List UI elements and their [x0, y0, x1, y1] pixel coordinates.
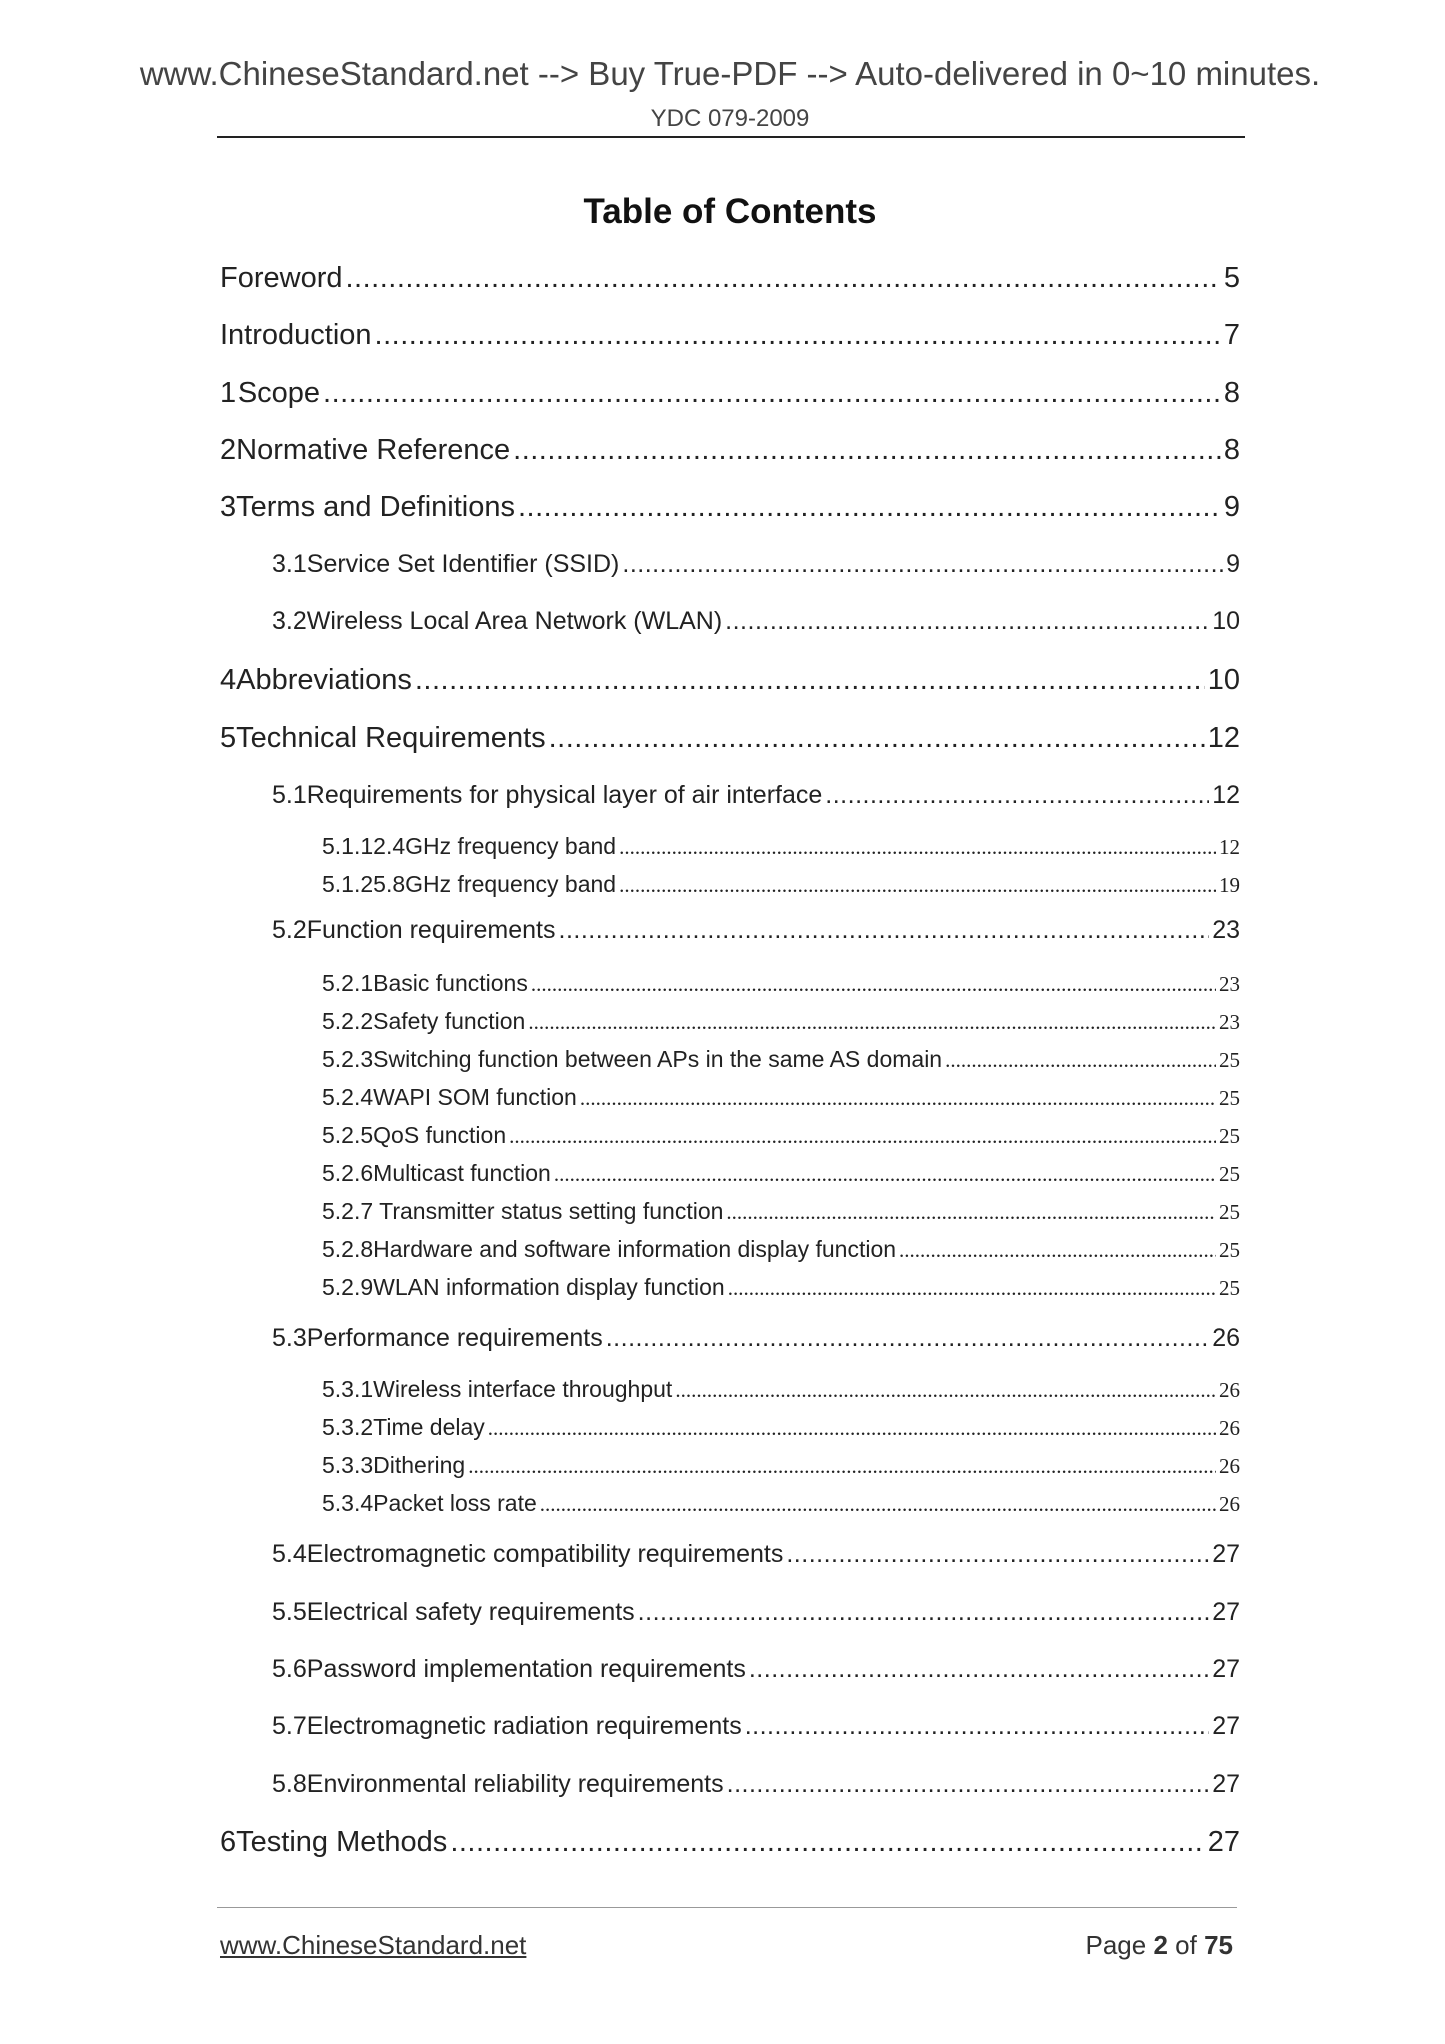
- toc-dot-leader: [749, 1655, 1209, 1684]
- toc-entry-title: WLAN information display function: [373, 1274, 725, 1300]
- toc-entry-page: 12: [1212, 781, 1240, 809]
- toc-entry-title: Multicast function: [373, 1160, 551, 1186]
- page-of: of: [1175, 1930, 1197, 1960]
- toc-entry-title: Normative Reference: [236, 434, 511, 466]
- toc-entry-number: 1: [220, 377, 237, 409]
- toc-entry-number: 5.3: [272, 1324, 307, 1352]
- toc-entry-page: 8: [1223, 377, 1240, 409]
- toc-entry-number: 6: [220, 1826, 237, 1858]
- toc-entry[interactable]: [272, 607, 1240, 636]
- toc-entry[interactable]: [322, 1122, 1240, 1149]
- toc-entry[interactable]: [272, 550, 1240, 579]
- toc-dot-leader: [415, 664, 1205, 697]
- toc-entry-title: Wireless interface throughput: [373, 1376, 673, 1402]
- toc-entry[interactable]: [322, 1274, 1240, 1301]
- toc-entry-page: 23: [1219, 1010, 1240, 1034]
- toc-entry-number: 5.5: [272, 1598, 307, 1626]
- toc-dot-leader: [513, 434, 1221, 467]
- header-banner: www.ChineseStandard.net --> Buy True-PDF --> Auto-delivered in 0~10 minutes.: [139, 55, 1321, 92]
- toc-entry[interactable]: [322, 833, 1240, 860]
- toc-entry-number: 5.2.9: [322, 1274, 374, 1300]
- toc-entry[interactable]: [220, 491, 1240, 524]
- toc-entry[interactable]: [322, 1008, 1240, 1035]
- toc-entry-title: Scope: [237, 377, 321, 409]
- toc-entry[interactable]: [322, 1046, 1240, 1073]
- toc-dot-leader: [554, 1162, 1216, 1187]
- toc-dot-leader: [727, 1770, 1210, 1799]
- toc-entry-page: 26: [1219, 1454, 1240, 1478]
- toc-entry[interactable]: [322, 1376, 1240, 1403]
- toc-entry-title: Foreword: [220, 262, 343, 294]
- toc-dot-leader: [622, 550, 1223, 579]
- toc-entry-page: 25: [1219, 1238, 1240, 1262]
- toc-entry[interactable]: [322, 871, 1240, 898]
- toc-entry-title: Hardware and software information display function: [373, 1236, 897, 1262]
- toc-entry-title: Service Set Identifier (SSID): [306, 550, 620, 578]
- toc-dot-leader: [559, 916, 1210, 945]
- toc-entry-page: 5: [1223, 262, 1240, 294]
- toc-entry-page: 25: [1219, 1124, 1240, 1148]
- toc-entry-number: 5.2.3: [322, 1046, 374, 1072]
- toc-entry-number: 3.1: [272, 550, 307, 578]
- toc-entry-title: Switching function between APs in the same AS domain: [373, 1046, 943, 1072]
- toc-entry[interactable]: [322, 1414, 1240, 1441]
- toc-dot-leader: [825, 781, 1209, 810]
- toc-dot-leader: [346, 262, 1221, 295]
- toc-entry-page: 12: [1219, 835, 1240, 859]
- toc-entry-title: Introduction: [220, 319, 372, 351]
- toc-entry[interactable]: [322, 1490, 1240, 1517]
- toc-entry-title: Requirements for physical layer of air interface: [306, 781, 823, 809]
- toc-entry-page: 23: [1212, 916, 1240, 944]
- toc-dot-leader: [580, 1086, 1216, 1111]
- toc-entry-title: Dithering: [373, 1452, 466, 1478]
- toc-entry-title: QoS function: [373, 1122, 507, 1148]
- toc-entry[interactable]: [322, 970, 1240, 997]
- toc-entry-title: WAPI SOM function: [373, 1084, 577, 1110]
- toc-entry-title: Electrical safety requirements: [306, 1598, 635, 1626]
- page-prefix: Page: [1085, 1930, 1147, 1960]
- toc-entry-page: 10: [1207, 664, 1240, 696]
- footer-website-link[interactable]: www.ChineseStandard.net: [220, 1930, 527, 1960]
- toc-entry-number: 5.4: [272, 1540, 307, 1568]
- toc-entry-number: 5.1.2: [322, 871, 374, 897]
- toc-entry-title: Password implementation requirements: [306, 1655, 746, 1683]
- toc-entry-title: Safety function: [373, 1008, 526, 1034]
- toc-entry[interactable]: [272, 1598, 1240, 1627]
- toc-entry[interactable]: [220, 664, 1240, 697]
- toc-dot-leader: [619, 873, 1216, 898]
- toc-dot-leader: [786, 1540, 1209, 1569]
- header-divider: [217, 136, 1245, 138]
- toc-entry-title: Packet loss rate: [373, 1490, 537, 1516]
- toc-entry-page: 26: [1219, 1378, 1240, 1402]
- toc-dot-leader: [726, 1200, 1216, 1225]
- toc-entry[interactable]: [322, 1236, 1240, 1263]
- toc-entry-page: 27: [1212, 1598, 1240, 1626]
- toc-entry[interactable]: [220, 377, 1240, 410]
- toc-entry[interactable]: [272, 1540, 1240, 1569]
- toc-entry-title: Basic functions: [373, 970, 528, 996]
- toc-entry-number: 5: [220, 722, 237, 754]
- toc-entry[interactable]: [220, 722, 1240, 755]
- toc-entry[interactable]: [272, 1324, 1240, 1353]
- toc-entry[interactable]: [272, 1655, 1240, 1684]
- toc-dot-leader: [488, 1416, 1216, 1441]
- toc-entry-number: 5.3.4: [322, 1490, 374, 1516]
- toc-dot-leader: [518, 491, 1221, 524]
- toc-entry-number: 5.3.2: [322, 1414, 374, 1440]
- toc-entry-page: 25: [1219, 1086, 1240, 1110]
- toc-dot-leader: [375, 319, 1221, 352]
- toc-entry-title: Electromagnetic compatibility requirements: [306, 1540, 784, 1568]
- toc-entry[interactable]: [322, 1084, 1240, 1111]
- toc-entry[interactable]: [272, 916, 1240, 945]
- toc-entry[interactable]: [322, 1198, 1240, 1225]
- toc-dot-leader: [619, 835, 1216, 860]
- toc-entry-page: 26: [1219, 1492, 1240, 1516]
- toc-entry-page: 9: [1226, 550, 1240, 578]
- toc-entry-title: Wireless Local Area Network (WLAN): [306, 607, 723, 635]
- toc-entry-page: 25: [1219, 1200, 1240, 1224]
- toc-entry-number: 3.2: [272, 607, 307, 635]
- toc-entry-title: Time delay: [373, 1414, 485, 1440]
- toc-entry-title: Electromagnetic radiation requirements: [306, 1712, 742, 1740]
- toc-entry[interactable]: [322, 1160, 1240, 1187]
- toc-dot-leader: [323, 377, 1221, 410]
- toc-entry[interactable]: [220, 434, 1240, 467]
- toc-dot-leader: [899, 1238, 1216, 1263]
- toc-entry-page: 19: [1219, 873, 1240, 897]
- toc-entry-page: 26: [1219, 1416, 1240, 1440]
- toc-dot-leader: [549, 722, 1205, 755]
- toc-entry-number: 5.7: [272, 1712, 307, 1740]
- toc-entry-page: 25: [1219, 1048, 1240, 1072]
- toc-entry-number: 5.2.8: [322, 1236, 374, 1262]
- toc-entry-title: 2.4GHz frequency band: [373, 833, 617, 859]
- toc-dot-leader: [638, 1598, 1210, 1627]
- toc-dot-leader: [528, 1010, 1216, 1035]
- total-pages: 75: [1204, 1930, 1233, 1960]
- toc-entry-title: Function requirements: [306, 916, 556, 944]
- toc-entry-title: Performance requirements: [306, 1324, 603, 1352]
- toc-entry[interactable]: [220, 319, 1240, 352]
- toc-entry-page: 7: [1223, 319, 1240, 351]
- toc-dot-leader: [725, 607, 1209, 636]
- document-id: YDC 079-2009: [650, 105, 810, 132]
- toc-entry-title: 5.2.7 Transmitter status setting function: [322, 1198, 724, 1224]
- toc-entry-page: 27: [1212, 1770, 1240, 1798]
- toc-entry-number: 5.3.3: [322, 1452, 374, 1478]
- toc-entry-number: 5.8: [272, 1770, 307, 1798]
- toc-entry-number: 5.2.1: [322, 970, 374, 996]
- toc-entry-page: 25: [1219, 1276, 1240, 1300]
- toc-entry-number: 3: [220, 491, 237, 523]
- toc-dot-leader: [509, 1124, 1216, 1149]
- toc-entry-title: Testing Methods: [236, 1826, 448, 1858]
- toc-dot-leader: [468, 1454, 1216, 1479]
- toc-entry-page: 9: [1223, 491, 1240, 523]
- toc-entry-title: Abbreviations: [236, 664, 412, 696]
- toc-entry-page: 27: [1212, 1712, 1240, 1740]
- toc-entry-number: 5.2.2: [322, 1008, 374, 1034]
- toc-entry-title: Environmental reliability requirements: [306, 1770, 724, 1798]
- toc-entry-page: 26: [1212, 1324, 1240, 1352]
- toc-dot-leader: [606, 1324, 1209, 1353]
- toc-entry-title: 5.8GHz frequency band: [373, 871, 617, 897]
- toc-entry-number: 5.6: [272, 1655, 307, 1683]
- toc-entry[interactable]: [220, 1826, 1240, 1859]
- toc-title: Table of Contents: [583, 192, 877, 231]
- toc-entry-number: 5.2: [272, 916, 307, 944]
- toc-entry-page: 8: [1223, 434, 1240, 466]
- toc-entry-page: 27: [1212, 1540, 1240, 1568]
- toc-entry[interactable]: [272, 781, 1240, 810]
- toc-entry-title: Technical Requirements: [236, 722, 546, 754]
- toc-entry-number: 5.2.6: [322, 1160, 374, 1186]
- toc-entry-title: Terms and Definitions: [236, 491, 515, 523]
- toc-entry[interactable]: [272, 1770, 1240, 1799]
- current-page-number: 2: [1153, 1930, 1168, 1960]
- toc-entry-number: 4: [220, 664, 237, 696]
- toc-entry[interactable]: [272, 1712, 1240, 1741]
- toc-dot-leader: [745, 1712, 1209, 1741]
- toc-dot-leader: [945, 1048, 1216, 1073]
- toc-entry[interactable]: [220, 262, 1240, 295]
- toc-dot-leader: [531, 972, 1216, 997]
- toc-dot-leader: [540, 1492, 1216, 1517]
- toc-entry-number: 5.3.1: [322, 1376, 374, 1402]
- toc-dot-leader: [675, 1378, 1216, 1403]
- toc-entry-page: 25: [1219, 1162, 1240, 1186]
- toc-entry[interactable]: [322, 1452, 1240, 1479]
- toc-entry-number: 5.1: [272, 781, 307, 809]
- toc-entry-number: 5.2.4: [322, 1084, 374, 1110]
- page-counter: [1085, 1930, 1233, 1961]
- toc-entry-number: 5.1.1: [322, 833, 374, 859]
- toc-entry-page: 10: [1212, 607, 1240, 635]
- toc-entry-page: 27: [1207, 1826, 1240, 1858]
- toc-dot-leader: [450, 1826, 1204, 1859]
- toc-entry-page: 12: [1207, 722, 1240, 754]
- toc-dot-leader: [728, 1276, 1216, 1301]
- toc-entry-page: 27: [1212, 1655, 1240, 1683]
- toc-entry-page: 23: [1219, 972, 1240, 996]
- footer-divider: [217, 1907, 1237, 1908]
- toc-entry-number: 2: [220, 434, 237, 466]
- toc-entry-number: 5.2.5: [322, 1122, 374, 1148]
